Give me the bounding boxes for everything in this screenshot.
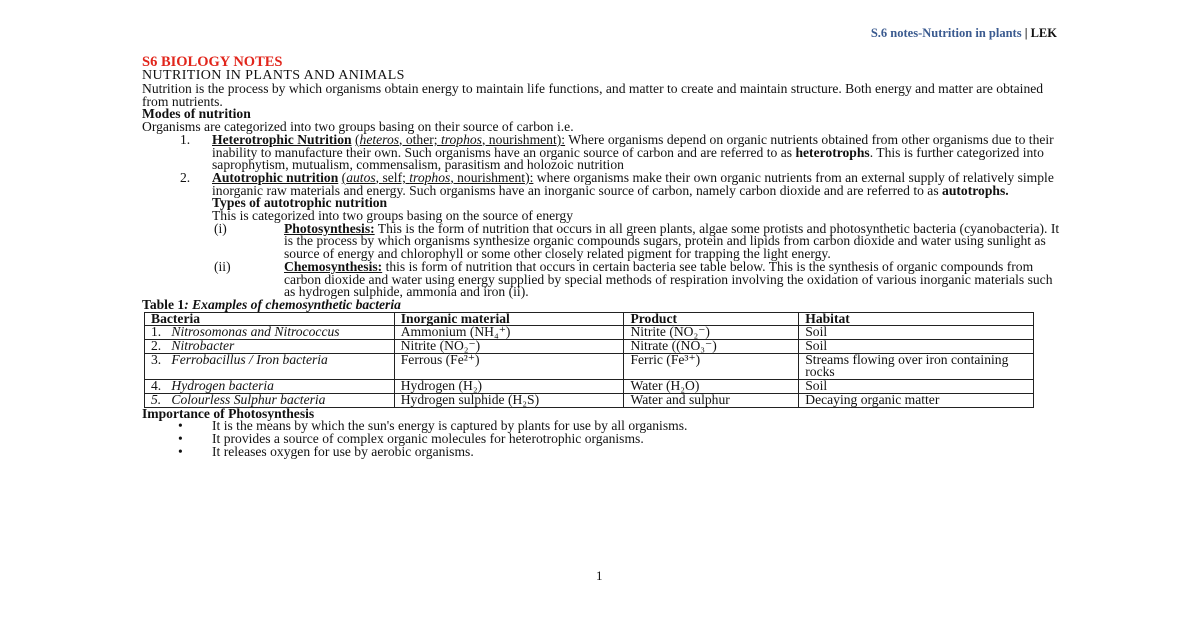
column-header: Bacteria bbox=[145, 312, 395, 326]
table-caption bbox=[142, 296, 1060, 312]
etymology-root: heteros bbox=[359, 131, 400, 147]
header-title: S.6 notes-Nutrition in plants bbox=[870, 26, 1022, 40]
table-cell: Streams flowing over iron containing rocks bbox=[799, 353, 1034, 379]
row-number: 4. bbox=[151, 378, 162, 394]
table-cell: Water (H₂O) bbox=[624, 380, 799, 394]
main-title: NUTRITION IN PLANTS AND ANIMALS bbox=[142, 68, 405, 83]
subitem-text: This is the form of nutrition that occurs in all green plants, algae some protists and photosynthetic bacteria (cyanobacteria). It is the process by which organisms synthesize organic compounds sugars, protein and lipids from carbon dioxide and water using sunlight as source of energy and chlorophyll or some other closely related pigment for trapping the light energy. bbox=[284, 220, 1060, 262]
bullet-icon: • bbox=[178, 430, 183, 446]
document-body bbox=[142, 55, 1060, 458]
subitem-number: (i) bbox=[214, 220, 227, 236]
bacteria-name: Colourless Sulphur bacteria bbox=[171, 391, 326, 407]
row-number: 5. bbox=[151, 391, 162, 407]
subitem-term: Photosynthesis: bbox=[284, 220, 375, 236]
header-author: LEK bbox=[1030, 26, 1057, 40]
etymology-meaning: , other; bbox=[399, 131, 441, 147]
item-number: 2. bbox=[180, 169, 191, 185]
column-header: Habitat bbox=[799, 312, 1034, 326]
table-cell: Nitrite (NO₂⁻) bbox=[394, 340, 624, 354]
item-text: Where organisms depend on organic nutrients obtained from other organisms due to their inability to manufacture their own. Such organisms have an organic source of carbon and are referred to as bbox=[212, 131, 1054, 160]
column-header: Product bbox=[624, 312, 799, 326]
bullet-icon: • bbox=[178, 443, 183, 459]
subitem-number: (ii) bbox=[214, 258, 231, 274]
modes-heading: Modes of nutrition bbox=[142, 106, 251, 122]
item-bold-term: autotrophs. bbox=[942, 182, 1009, 198]
etymology-root: trophos bbox=[409, 169, 451, 185]
etymology-root: autos bbox=[346, 169, 376, 185]
numbered-item-heterotrophic: 1. Heterotrophic Nutrition (heteros, other; trophos, nourishment): Where organisms depend on organic nutrients obtained from other organisms due to their inability to manufacture their own. Such organisms have an organic source of carbon and are referred to as heterotrophs. This is further categorized into saprophytism, mutualism, commensalism, parasitism and holozoic nutrition bbox=[180, 131, 1054, 173]
table-caption-text: : Examples of chemosynthetic bacteria bbox=[184, 296, 401, 312]
etymology-meaning: , self; bbox=[375, 169, 410, 185]
row-number: 2. bbox=[151, 338, 162, 354]
bullet-item bbox=[142, 443, 1060, 459]
table-cell: Hydrogen sulphide (H₂S) bbox=[394, 393, 624, 407]
bacteria-name: Ferrobacillus / Iron bacteria bbox=[171, 351, 328, 367]
table-row bbox=[145, 326, 1034, 340]
table-caption-label: Table 1 bbox=[142, 296, 185, 312]
types-heading: Types of autotrophic nutrition bbox=[212, 195, 388, 211]
etymology-root: trophos bbox=[440, 131, 482, 147]
etymology-meaning: , nourishment): bbox=[481, 131, 566, 147]
table-cell bbox=[145, 353, 395, 379]
bullet-icon: • bbox=[178, 418, 183, 434]
numbered-item-autotrophic: 2. Autotrophic nutrition (autos, self; trophos, nourishment): where organisms make their own organic nutrients from an external supply of relatively simple inorganic raw materials and energy. Such organisms have an inorganic source of carbon, namely carbon dioxide and are referred to as autotrophs. bbox=[180, 169, 1054, 198]
etymology-meaning: , nourishment): bbox=[450, 169, 534, 185]
bullet-text: It releases oxygen for use by aerobic organisms. bbox=[212, 443, 474, 459]
column-header: Inorganic material bbox=[394, 312, 624, 326]
bullet-text: It provides a source of complex organic molecules for heterotrophic organisms. bbox=[212, 430, 644, 446]
item-text: . This is further categorized into saprophytism, mutualism, commensalism, parasitism and holozoic nutrition bbox=[212, 144, 1044, 173]
bacteria-name: Nitrobacter bbox=[171, 338, 235, 354]
page-number: 1 bbox=[596, 568, 603, 583]
item-text: where organisms make their own organic nutrients from an external supply of relatively simple inorganic raw materials and energy. Such organisms have an inorganic source of carbon, namely carbon dioxide and are referred to as bbox=[212, 169, 1054, 198]
table-cell: Water and sulphur bbox=[624, 393, 799, 407]
table-cell: Nitrate ((NO₃⁻) bbox=[624, 340, 799, 354]
subitem-photosynthesis bbox=[142, 220, 1060, 262]
importance-heading: Importance of Photosynthesis bbox=[142, 405, 315, 421]
subitem-term: Chemosynthesis: bbox=[284, 258, 383, 274]
item-term: Heterotrophic Nutrition bbox=[212, 131, 352, 147]
row-number: 1. bbox=[151, 324, 162, 340]
table-cell: Ferric (Fe³⁺) bbox=[624, 353, 799, 379]
table-row bbox=[145, 353, 1034, 379]
bacteria-name: Hydrogen bacteria bbox=[171, 378, 274, 394]
item-bold-term: heterotrophs bbox=[795, 144, 870, 160]
chemosynthetic-bacteria-table bbox=[144, 312, 1034, 408]
item-number: 1. bbox=[180, 131, 191, 147]
table-cell: Soil bbox=[799, 380, 1034, 394]
modes-intro: Organisms are categorized into two groups basing on their source of carbon i.e. bbox=[142, 119, 574, 135]
table-cell: Ferrous (Fe²⁺) bbox=[394, 353, 624, 379]
bacteria-name: Nitrosomonas and Nitrococcus bbox=[171, 324, 340, 340]
table-cell: Decaying organic matter bbox=[799, 393, 1034, 407]
table-cell: Soil bbox=[799, 326, 1034, 340]
red-title: S6 BIOLOGY NOTES bbox=[142, 54, 283, 70]
table-cell: Ammonium (NH₄⁺) bbox=[394, 326, 624, 340]
item-term: Autotrophic nutrition bbox=[212, 169, 339, 185]
bullet-text: It is the means by which the sun's energy is captured by plants for use by all organisms. bbox=[212, 418, 688, 434]
table-cell: Nitrite (NO₂⁻) bbox=[624, 326, 799, 340]
row-number: 3. bbox=[151, 351, 162, 367]
page-header bbox=[871, 26, 1057, 41]
subitem-text: this is form of nutrition that occurs in certain bacteria see table below. This is the synthesis of organic compounds from carbon dioxide and water using energy supplied by special methods of respiration involving the oxidation of various inorganic materials such as hydrogen sulphide, ammonia and iron (ii). bbox=[284, 258, 1053, 300]
types-intro: This is categorized into two groups basing on the source of energy bbox=[212, 208, 574, 224]
table-cell: Hydrogen (H₂) bbox=[394, 380, 624, 394]
subitem-chemosynthesis bbox=[142, 258, 1060, 300]
intro-paragraph: Nutrition is the process by which organisms obtain energy to maintain life functions, and matter to create and maintain structure. Both energy and matter are obtained from nutrients. bbox=[142, 81, 1044, 109]
header-separator: | bbox=[1024, 26, 1028, 40]
table-cell: Soil bbox=[799, 340, 1034, 354]
